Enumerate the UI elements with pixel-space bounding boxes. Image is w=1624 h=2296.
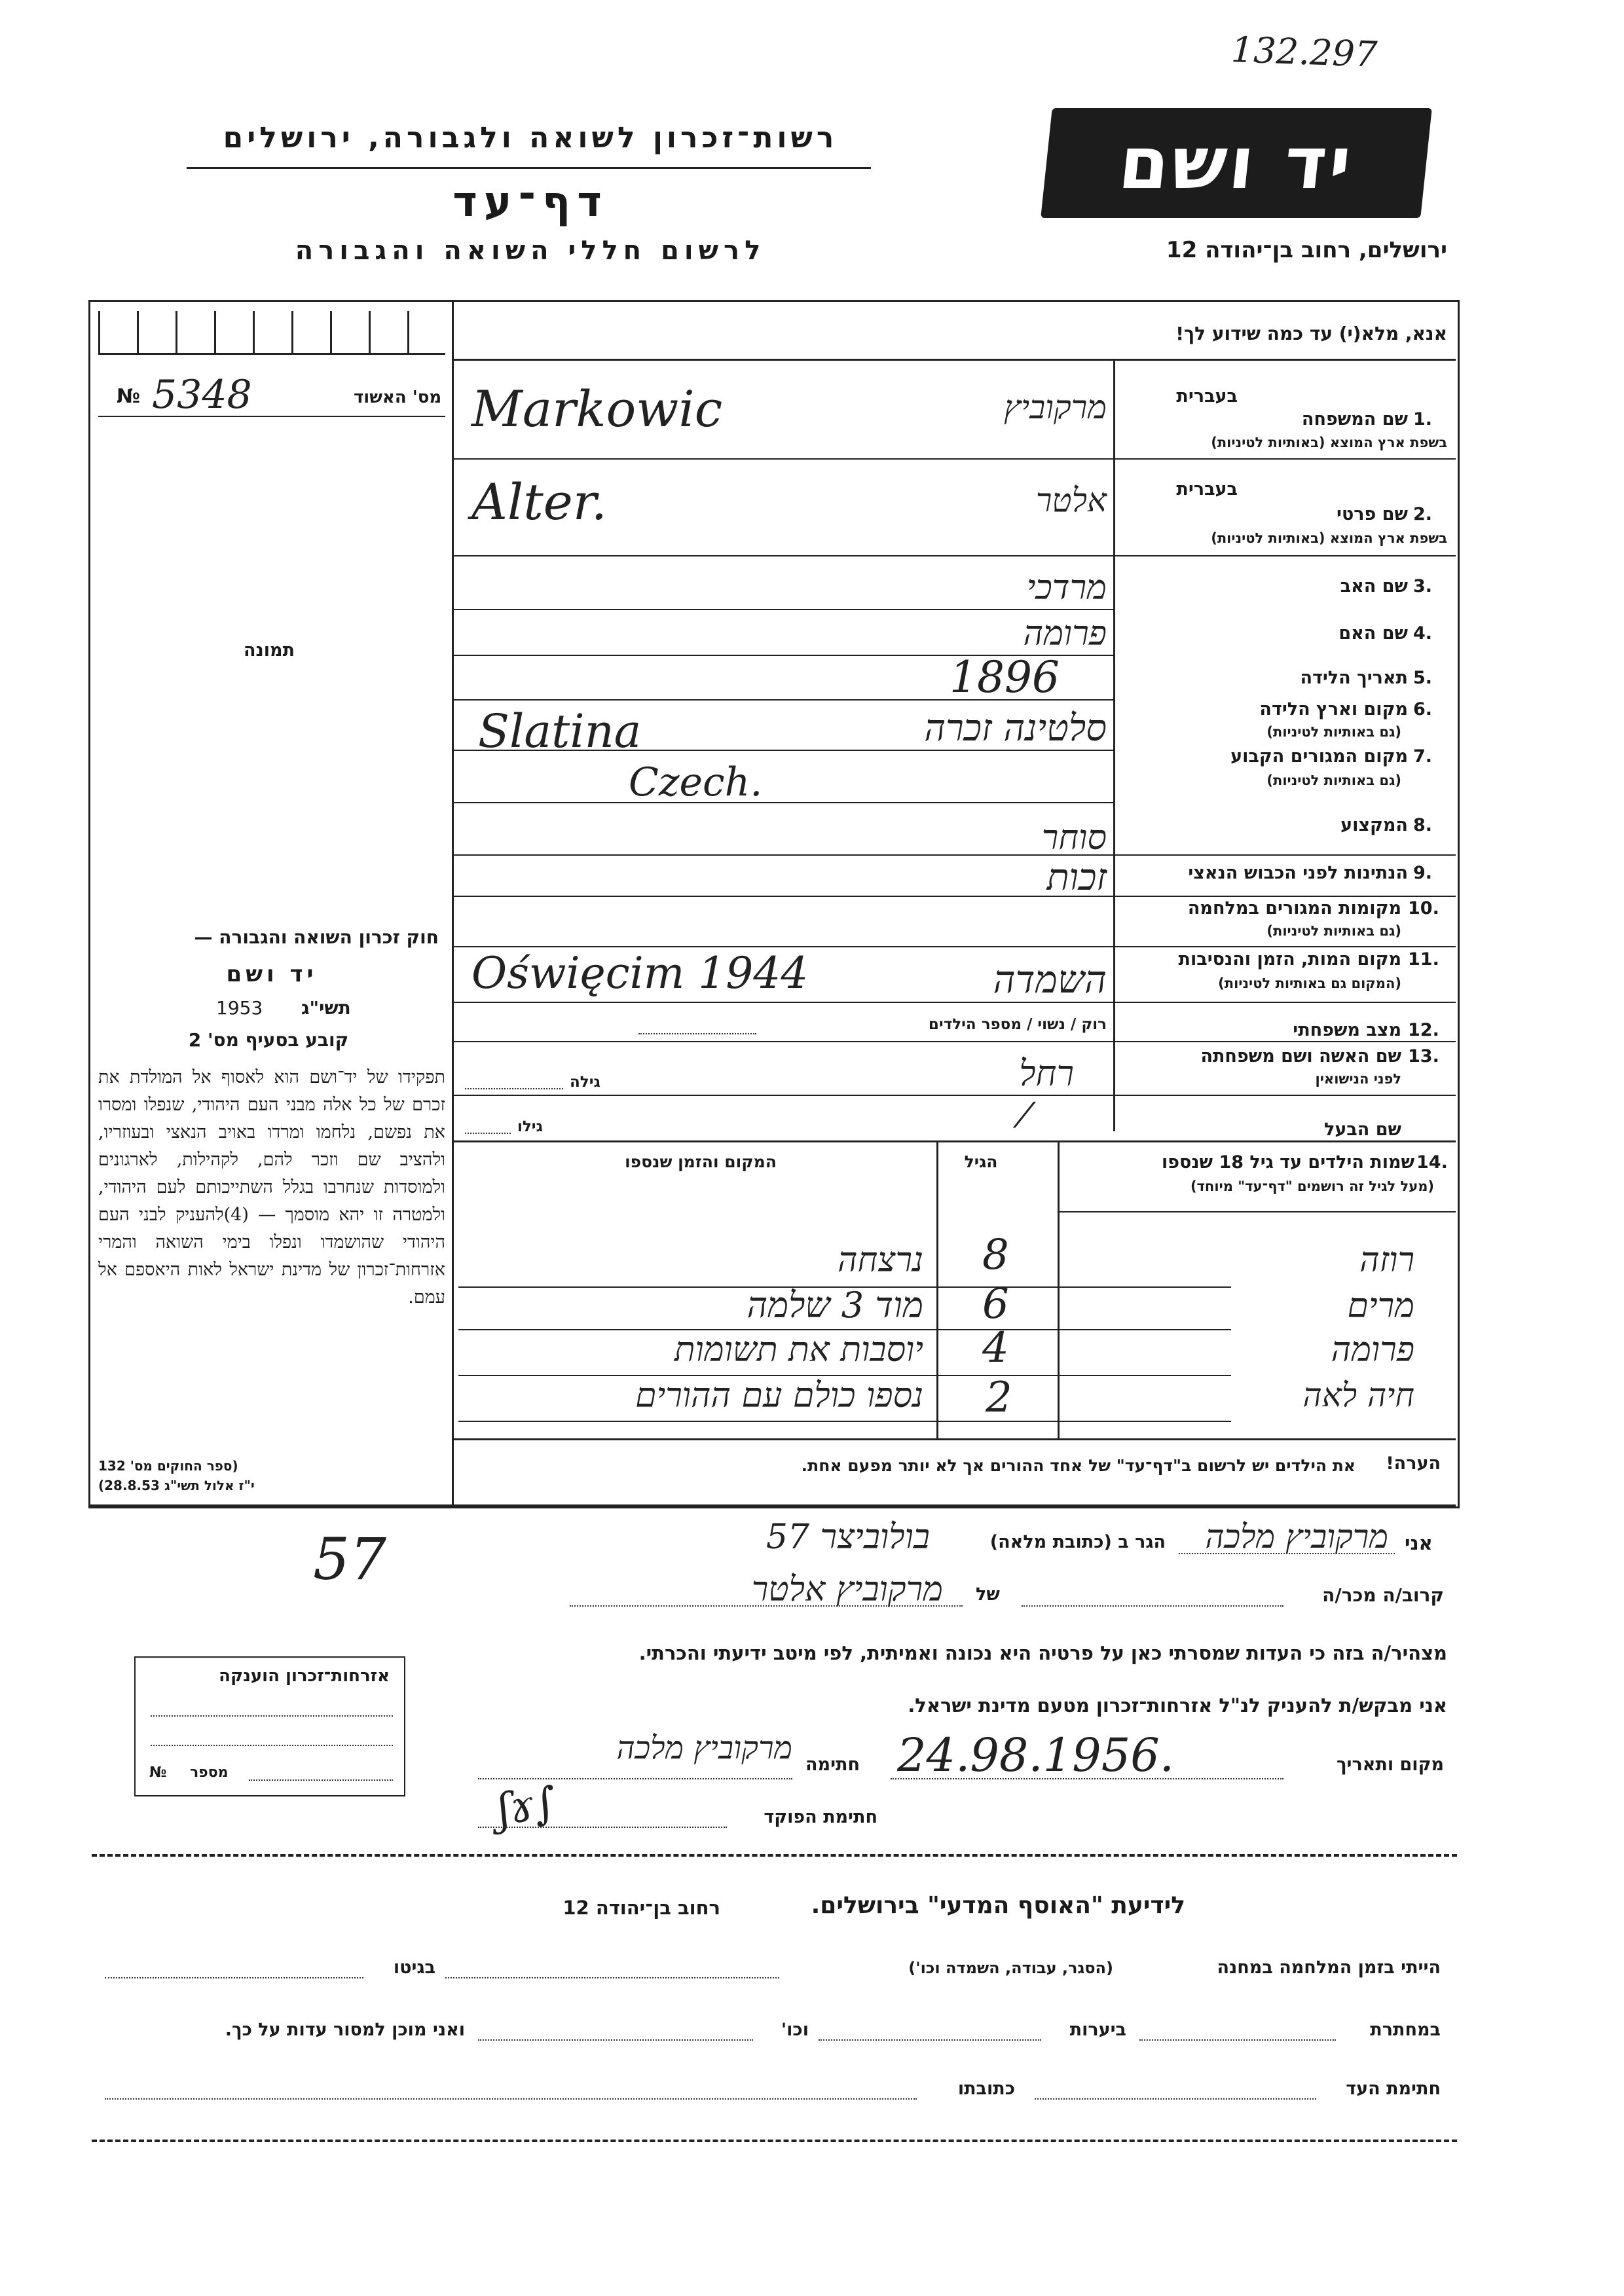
field-7-label: מקום המגורים הקבוע xyxy=(1230,746,1408,767)
field-5-label: תאריך הלידה xyxy=(1300,668,1408,688)
field-13-label: שם האשה ושם משפחתה xyxy=(1200,1046,1401,1066)
file-ticks xyxy=(98,311,445,357)
field-13-sep xyxy=(452,1095,1456,1096)
field-1-latin-value: Markowic xyxy=(471,380,723,438)
field-1-hebrew-value: מרקוביץ xyxy=(1003,388,1107,426)
field-12-label: מצב משפחתי xyxy=(1293,1020,1401,1040)
children-col-age-place xyxy=(936,1140,938,1438)
child-place: נרצחה xyxy=(838,1241,923,1280)
law-source: (ספר החוקים מס' 132 י"ז אלול תשי"ג 28.8.53) xyxy=(98,1458,255,1493)
field-6-latin-value: Slatina xyxy=(478,704,642,758)
field-1-num: 1. xyxy=(1413,409,1433,429)
relation-value: מרקוביץ אלטר xyxy=(751,1570,943,1609)
citizenship-dots-2 xyxy=(151,1745,393,1746)
field-9-num: 9. xyxy=(1413,863,1433,883)
footer-testimony-text: ואני מוכן למסור עדות על כך. xyxy=(225,2020,465,2040)
children-count-dots xyxy=(638,1033,756,1034)
field-8-label: המקצוע xyxy=(1340,815,1408,835)
declarant-name: מרקוביץ מלכה xyxy=(1205,1518,1388,1556)
law-org: יד ושם xyxy=(226,961,318,987)
form-subtitle: לרשום חללי השואה והגבורה xyxy=(295,236,766,266)
form-title: דף־עד xyxy=(452,178,608,227)
field-4-value: פרומה xyxy=(1023,614,1107,653)
footer-ghetto-label: בגיטו xyxy=(393,1958,435,1978)
field-2-sep xyxy=(452,555,1456,556)
field-11-sub: (המקום גם באותיות לטיניות) xyxy=(1218,975,1401,991)
field-8-value: סוחר xyxy=(1041,818,1107,858)
official-sign-label: חתימת הפוקד xyxy=(764,1807,877,1827)
field-3-num: 3. xyxy=(1413,576,1433,596)
field-11-label: מקום המות, הזמן והנסיבות xyxy=(1178,949,1401,970)
citizenship-no-sign: № xyxy=(149,1764,167,1781)
field-9-sep xyxy=(452,896,1456,897)
law-clause: קובע בסעיף מס' 2 xyxy=(188,1029,349,1051)
husband-age-dots xyxy=(465,1133,511,1134)
remark-top-line xyxy=(452,1438,1456,1440)
footer-camp-options: (הסגר, עבודה, השמדה וכו') xyxy=(908,1959,1113,1977)
field-13-value: רחל xyxy=(1019,1053,1074,1094)
field-5-value: 1896 xyxy=(950,652,1060,702)
field-12-sep xyxy=(452,1041,1456,1042)
footer-witness-sign-dots xyxy=(1035,2098,1316,2100)
field-1-sep xyxy=(452,458,1456,460)
child-place: מוד 3 שלמה xyxy=(747,1285,923,1326)
children-header-sep xyxy=(1058,1211,1456,1212)
field-2-latin-value: Alter. xyxy=(471,473,607,531)
authority-title: רשות־זכרון לשואה ולגבורה, ירושלים xyxy=(223,121,838,155)
photo-label: תמונה xyxy=(244,640,295,661)
field-5-num: 5. xyxy=(1413,668,1433,688)
field-3-sep xyxy=(452,609,1113,610)
declaration-top-line xyxy=(88,1504,1456,1506)
child-age: 8 xyxy=(982,1231,1009,1279)
signature-value: מרקוביץ מלכה xyxy=(616,1730,792,1766)
child-place: יוסבות את תשומות xyxy=(674,1330,923,1370)
field-13-sub: לפני הנישואין xyxy=(1315,1071,1401,1087)
field-7-sub: (גם באותיות לטיניות) xyxy=(1266,773,1401,788)
signature-dots xyxy=(478,1778,792,1779)
footer-title: לידיעת "האוסף המדעי" בירושלים. xyxy=(811,1892,1185,1919)
field-1-label: שם המשפחה xyxy=(1301,409,1408,429)
footer-ghetto-dots xyxy=(105,1977,363,1978)
footer-witness-sign-label: חתימת העד xyxy=(1346,2079,1441,2099)
children-num: 14. xyxy=(1416,1152,1448,1173)
law-body: תפקידו של יד־ושם הוא לאסוף אל המולדת את זכרם של כל אלה מבני העם היהודי, שנפלו ומסרו את נפשם, נלחמו ומרדו באויב הנאצי ובעוזריו, ולהציב שם וזכר להם, לקהילות, לארגונים ולמוסדות שנחרבו בגלל השתייכותם לעם היהודי, ולמטרה זו יהא מוסמך — (4)להעניק לבני העם היהודי שהושמדו ונפלו בימי השואה והמרי אזרחות־זכרון של מדינת ישראל לאות היאספם אל עמם. xyxy=(98,1067,446,1307)
child-place: נספו כולם עם ההורים xyxy=(635,1376,923,1415)
intro-underline xyxy=(452,359,1456,361)
label-column-divider xyxy=(1113,359,1115,1131)
left-column-divider xyxy=(452,300,454,1504)
field-7-num: 7. xyxy=(1413,746,1433,767)
logo-text: יד ושם xyxy=(1115,121,1358,205)
relation-dots-a xyxy=(1022,1605,1283,1607)
children-place-header: המקום והזמן שנספו xyxy=(625,1152,777,1171)
archive-number: 132.297 xyxy=(1230,29,1378,75)
relation-shel: של xyxy=(976,1584,1000,1605)
wife-age-label: גילה xyxy=(570,1074,600,1091)
citizenship-number-dots xyxy=(249,1779,393,1781)
field-10-num: 10. xyxy=(1408,898,1439,919)
citizenship-dots-1 xyxy=(151,1715,393,1717)
child-age: 6 xyxy=(982,1280,1009,1328)
footer-underground-label: במחתרת xyxy=(1370,2020,1441,2040)
declarant-ani: אני xyxy=(1405,1532,1433,1554)
field-8-sep xyxy=(452,854,1456,856)
relation-dots-b xyxy=(570,1605,963,1607)
footer-etc-dots xyxy=(478,2039,753,2041)
footer-camp-dots xyxy=(445,1977,779,1978)
signature-label: חתימה xyxy=(805,1755,860,1775)
footer-witness-address-label: כתובתו xyxy=(957,2079,1015,2099)
child-name: חיה לאה xyxy=(1302,1376,1414,1414)
field-2-num: 2. xyxy=(1413,504,1433,524)
footer-address: רחוב בן־יהודה 12 xyxy=(563,1897,720,1919)
yad-vashem-logo xyxy=(1041,108,1432,218)
field-2-sub: בשפת ארץ המוצא (באותיות לטיניות) xyxy=(1211,530,1447,546)
children-note: (מעל לגיל זה רושמים "דף־עד" מיוחד) xyxy=(1190,1178,1434,1194)
place-date-label: מקום ותאריך xyxy=(1336,1755,1444,1775)
block-number: 57 xyxy=(313,1525,386,1593)
field-3-label: שם האב xyxy=(1340,576,1408,596)
field-2-hebrew-label: בעברית xyxy=(1176,479,1238,500)
file-number-underline xyxy=(98,416,445,417)
file-no-sign: № xyxy=(117,385,141,408)
footer-witness-address-dots xyxy=(105,2098,917,2100)
file-number: 5348 xyxy=(152,372,252,418)
declaration-text: מצהיר/ה בזה כי העדות שמסרתי כאן על פרטיה היא נכונה ואמיתית, לפי מיטב ידיעתי והכרתי. xyxy=(638,1642,1447,1664)
field-10-sub: (גם באותיות לטיניות) xyxy=(1266,923,1401,939)
footer-forests-label: ביערות xyxy=(1069,2020,1126,2040)
field-11-sep xyxy=(452,1002,1456,1003)
child-name: פרומה xyxy=(1331,1330,1414,1370)
field-9-label: הנתינות לפני הכבוש הנאצי xyxy=(1188,863,1408,883)
field-7-latin-value: Czech. xyxy=(629,759,763,805)
field-3-value: מרדכי xyxy=(1026,568,1107,608)
child-age: 4 xyxy=(982,1324,1009,1372)
intro-text: אנא, מלא(י) עד כמה שידוע לך! xyxy=(1175,323,1447,344)
header-address: ירושלים, רחוב בן־יהודה 12 xyxy=(1166,237,1447,263)
footer-dashed-bottom xyxy=(92,2140,1457,2142)
field-10-label: מקומות המגורים במלחמה xyxy=(1187,898,1401,919)
footer-underground-dots xyxy=(1139,2039,1336,2041)
field-2-label: שם פרטי xyxy=(1337,504,1408,524)
field-6-hebrew-value: סלטינה זכרה xyxy=(924,707,1107,750)
child-name: רוזה xyxy=(1359,1241,1414,1280)
husband-mark: ⁄ xyxy=(1022,1097,1027,1136)
field-1-hebrew-label: בעברית xyxy=(1176,386,1238,407)
declarant-address: בולוביצר 57 xyxy=(766,1518,930,1557)
field-11-num: 11. xyxy=(1408,949,1439,970)
citizenship-title: אזרחות־זכרון הוענקה xyxy=(219,1666,390,1686)
file-number-label: מס' האשוד xyxy=(354,388,442,407)
relation-label: קרוב/ה מכר/ה xyxy=(1322,1584,1444,1606)
field-6-label: מקום וארץ הלידה xyxy=(1259,699,1408,720)
law-year: 1953 xyxy=(216,997,263,1019)
authority-underline xyxy=(187,167,871,169)
field-6-num: 6. xyxy=(1413,699,1433,720)
date-dots xyxy=(891,1778,1283,1779)
children-title: שמות הילדים עד גיל 18 שנספו xyxy=(1161,1152,1414,1173)
field-8-num: 8. xyxy=(1413,815,1433,835)
law-title: חוק זכרון השואה והגבורה — xyxy=(194,926,439,948)
footer-etc-label: וכו' xyxy=(781,2020,809,2040)
field-1-sub: בשפת ארץ המוצא (באותיות לטיניות) xyxy=(1211,435,1447,450)
field-4-num: 4. xyxy=(1413,623,1433,644)
citizenship-number-label: מספר xyxy=(190,1764,229,1781)
remark-label: הערה! xyxy=(1386,1453,1441,1474)
marital-options: רוק / נשוי / מספר הילדים xyxy=(928,1016,1107,1033)
footer-dashed-top xyxy=(92,1854,1457,1857)
field-14-top xyxy=(452,1140,1456,1142)
official-signature: ʃɤ∫ xyxy=(494,1777,560,1835)
field-5-sep xyxy=(452,699,1113,701)
field-13-num: 13. xyxy=(1408,1046,1439,1066)
remark-text: את הילדים יש לרשום ב"דף־עד" של אחד ההורים אך לא יותר מפעם אחת. xyxy=(801,1456,1356,1475)
children-col-name-age xyxy=(1058,1140,1060,1438)
husband-age-label: גילו xyxy=(517,1118,543,1135)
footer-camp-label: הייתי בזמן המלחמה במחנה xyxy=(1217,1958,1441,1978)
children-row-4-line xyxy=(458,1421,1231,1422)
field-11-hebrew-value: השמדה xyxy=(993,957,1107,1002)
declarant-name-dots xyxy=(1179,1553,1395,1554)
declarant-gar-label: הגר ב (כתובת מלאה) xyxy=(989,1532,1166,1552)
field-12-num: 12. xyxy=(1408,1020,1439,1040)
field-6-sep xyxy=(452,750,1113,751)
children-age-header: הגיל xyxy=(964,1152,998,1171)
request-text: אני מבקש/ת להעניק לנ"ל אזרחות־זכרון מטעם מדינת ישראל. xyxy=(908,1694,1447,1717)
field-2-hebrew-value: אלטר xyxy=(1035,481,1107,519)
husband-label: שם הבעל xyxy=(1323,1120,1401,1140)
law-year-heb: תשי"ג xyxy=(301,997,351,1019)
field-4-label: שם האם xyxy=(1338,623,1408,644)
child-age: 2 xyxy=(986,1374,1012,1422)
footer-forests-dots xyxy=(819,2039,1041,2041)
field-10-sep xyxy=(452,946,1456,947)
field-11-latin-value: Oświęcim 1944 xyxy=(471,948,809,998)
field-6-sub: (גם באותיות לטיניות) xyxy=(1266,724,1401,740)
official-sign-dots xyxy=(478,1827,727,1828)
date-value: 24.98.1956. xyxy=(897,1728,1175,1782)
child-name: מרים xyxy=(1347,1286,1414,1326)
field-9-value: זכות xyxy=(1046,856,1107,899)
field-7-sep xyxy=(452,802,1113,803)
wife-age-dots xyxy=(465,1088,563,1089)
